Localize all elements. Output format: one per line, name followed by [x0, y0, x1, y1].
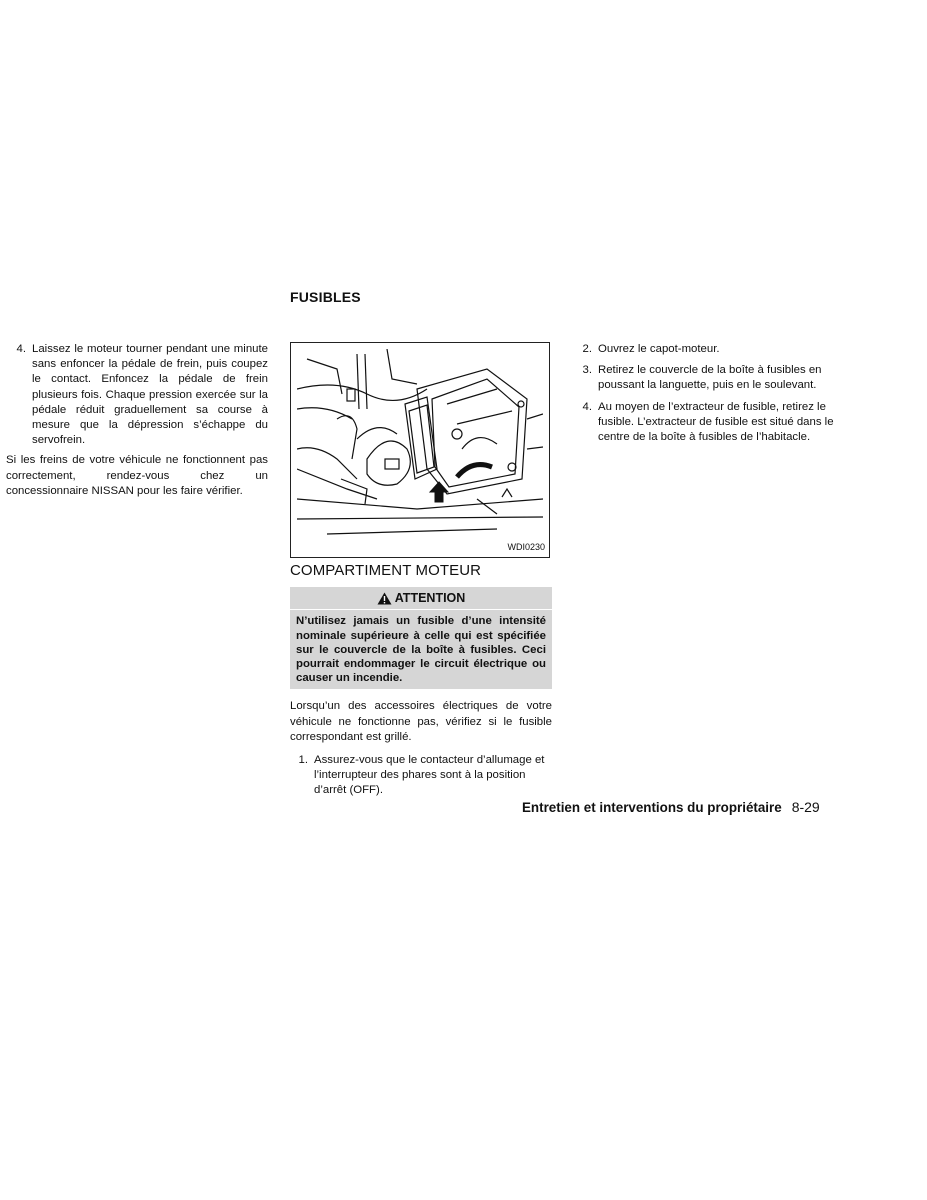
brake-note: Si les freins de votre véhicule ne fonctionnent pas correctement, rendez-vous chez un concessionnaire NISSAN pour les faire vérifier.: [6, 454, 268, 497]
engine-compartment-illustration: [297, 349, 543, 545]
middle-column: [290, 342, 552, 804]
section-title: FUSIBLES: [290, 289, 361, 305]
list-item: [290, 753, 552, 799]
list-item: [6, 342, 268, 448]
step-text: Ouvrez le capot-moteur.: [598, 343, 720, 355]
warning-title: ATTENTION: [394, 591, 466, 606]
up-arrow-icon: [430, 482, 448, 502]
step-text: Assurez-vous que le contacteur d’allumage et l’interrupteur des phares sont à la position d’arrêt (OFF).: [314, 754, 545, 797]
warning-header: [290, 587, 552, 610]
chapter-title: Entretien et interventions du propriétaire: [522, 800, 782, 815]
step-number: 4.: [582, 400, 592, 413]
page-footer: [522, 799, 820, 815]
intro-paragraph: Lorsqu’un des accessoires électriques de votre véhicule ne fonctionne pas, vérifiez si le fusible correspondant est grillé.: [290, 700, 552, 743]
right-column: [582, 342, 837, 451]
left-column: [6, 342, 268, 499]
figure-code: WDI0230: [507, 541, 545, 552]
list-item: [582, 342, 837, 357]
list-item: [582, 363, 837, 393]
engine-compartment-figure: [290, 342, 550, 558]
step-text: Au moyen de l’extracteur de fusible, retirez le fusible. L’extracteur de fusible est situé dans le centre de la boîte à fusibles de l’habitacle.: [598, 400, 834, 444]
step-text: Laissez le moteur tourner pendant une minute sans enfoncer la pédale de frein, puis coupez le contact. Enfoncez la pédale de frein plusieurs fois. Chaque pression exercée sur la pédale réduit graduellement sa course à mesure que la dépression s’échappe du servofrein.: [32, 343, 268, 447]
step-text: Retirez le couvercle de la boîte à fusibles en poussant la languette, puis en le soulevant.: [598, 364, 822, 392]
step-number: 2.: [582, 343, 592, 355]
step-number: 3.: [582, 364, 592, 377]
step-number: 1.: [298, 754, 308, 767]
warning-text: N’utilisez jamais un fusible d’une intensité nominale supérieure à celle qui est spécifiée sur le couvercle de la boîte à fusibles. Ceci pourrait endommager le circuit électrique ou causer un incendie.: [296, 615, 546, 685]
list-item: [582, 400, 837, 446]
warning-box: [290, 587, 552, 689]
warning-triangle-icon: [377, 592, 392, 605]
figure-caption: COMPARTIMENT MOTEUR: [290, 562, 482, 579]
step-number: 4.: [16, 343, 26, 355]
page-number: 8-29: [791, 799, 820, 815]
